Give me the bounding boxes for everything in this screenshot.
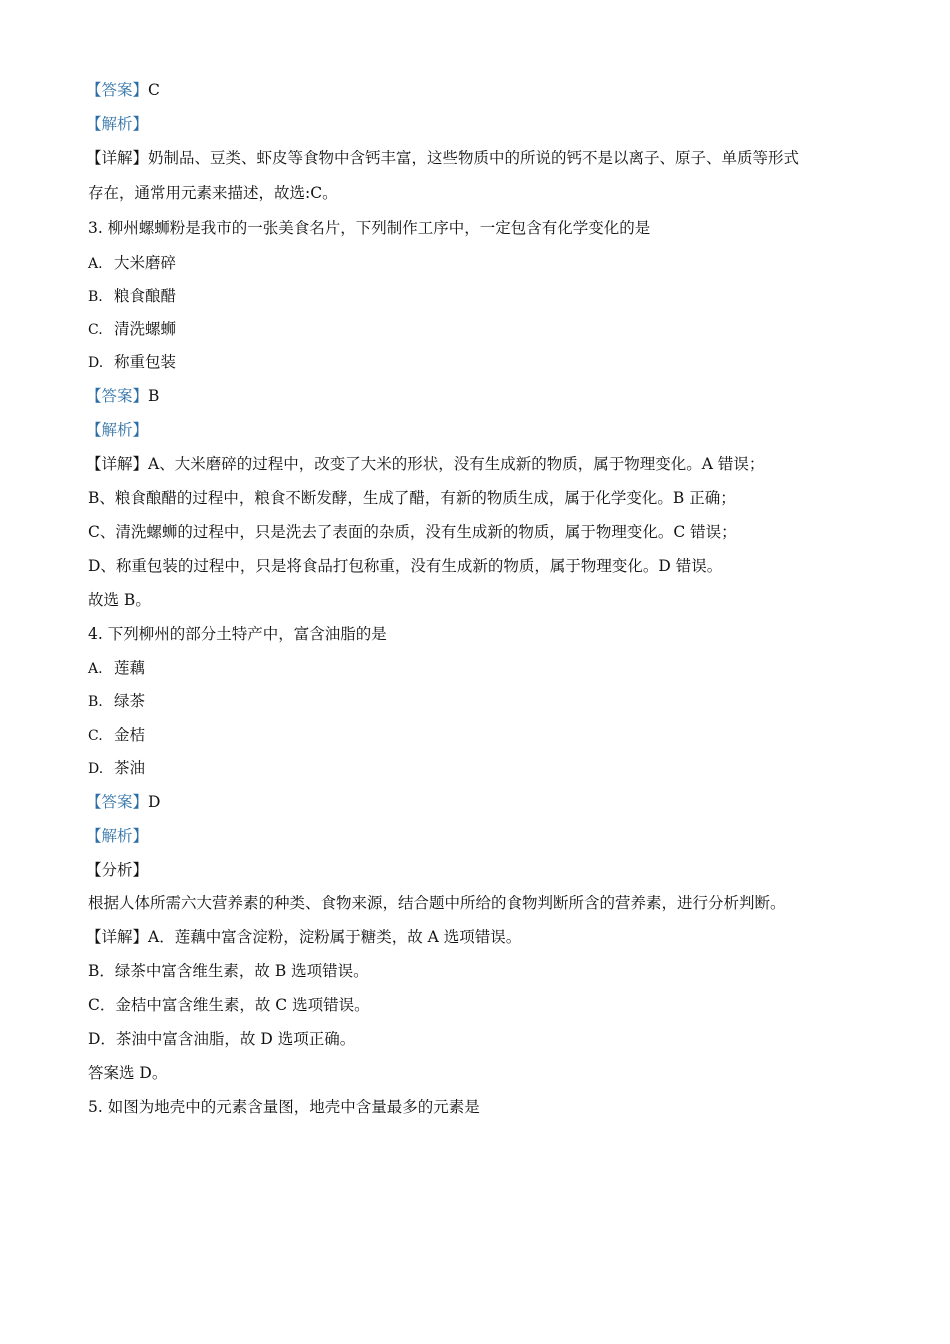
option-text: 茶油 <box>114 759 146 777</box>
q5-stem: 5. 如图为地壳中的元素含量图，地壳中含量最多的元素是 <box>88 1098 480 1116</box>
q4-option-d <box>88 758 870 779</box>
answer-value: D <box>148 793 161 811</box>
option-text: 清洗螺蛳 <box>114 320 177 338</box>
q4-detail-b: B．绿茶中富含维生素，故 B 选项错误。 <box>88 962 369 980</box>
option-letter: D. <box>88 355 104 371</box>
q3-option-c <box>88 319 870 340</box>
option-text: 莲藕 <box>114 659 146 677</box>
q4-option-c <box>88 725 870 746</box>
answer-tag: 【答案】 <box>86 81 149 99</box>
detail-tag: 【详解】 <box>86 928 149 946</box>
q4-conclusion: 答案选 D。 <box>88 1064 168 1082</box>
q4-detail-a <box>86 927 870 947</box>
q3-analysis-line <box>86 420 870 440</box>
q3-answer-line <box>86 386 870 406</box>
detail-text: A．莲藕中富含淀粉，淀粉属于糖类，故 A 选项错误。 <box>148 928 522 946</box>
option-letter: A. <box>88 256 103 272</box>
option-text: 绿茶 <box>114 692 146 710</box>
detail-text: A、大米磨碎的过程中，改变了大米的形状，没有生成新的物质，属于物理变化。A 错误； <box>148 455 765 473</box>
q4-fenxi-text: 根据人体所需六大营养素的种类、食物来源，结合题中所给的食物判断所含的营养素，进行分析判断。 <box>88 894 786 912</box>
option-letter: B. <box>88 289 103 305</box>
q3-conclusion: 故选 B。 <box>88 591 151 609</box>
q4-detail-d: D．茶油中富含油脂，故 D 选项正确。 <box>88 1030 356 1048</box>
detail-tag: 【详解】 <box>86 455 149 473</box>
q2-analysis-line <box>86 114 870 134</box>
q3-option-a <box>88 253 870 274</box>
option-text: 大米磨碎 <box>114 254 177 272</box>
detail-text: 奶制品、豆类、虾皮等食物中含钙丰富，这些物质中的所说的钙不是以离子、原子、单质等形式 <box>148 149 800 167</box>
q3-option-b <box>88 286 870 307</box>
q4-fenxi-line <box>86 860 870 880</box>
analysis-tag: 【解析】 <box>86 827 149 845</box>
q3-detail-c: C、清洗螺蛳的过程中，只是洗去了表面的杂质，没有生成新的物质，属于物理变化。C 错误； <box>88 523 737 541</box>
q3-detail-a <box>86 454 870 474</box>
q2-answer-line <box>86 80 870 100</box>
q4-detail-c: C．金桔中富含维生素，故 C 选项错误。 <box>88 996 370 1014</box>
q4-option-b <box>88 691 870 712</box>
detail-tag: 【详解】 <box>86 149 149 167</box>
q3-detail-d: D、称重包装的过程中，只是将食品打包称重，没有生成新的物质，属于物理变化。D 错误。 <box>88 557 723 575</box>
q2-detail-line-1 <box>86 148 870 168</box>
option-letter: D. <box>88 761 104 777</box>
analysis-tag: 【解析】 <box>86 115 149 133</box>
analysis-tag: 【解析】 <box>86 421 149 439</box>
option-letter: C. <box>88 728 103 744</box>
fenxi-tag: 【分析】 <box>86 861 149 879</box>
option-text: 称重包装 <box>114 353 177 371</box>
option-text: 粮食酿醋 <box>114 287 177 305</box>
q4-answer-line <box>86 792 870 812</box>
answer-value: C <box>148 81 160 99</box>
option-letter: B. <box>88 694 103 710</box>
answer-tag: 【答案】 <box>86 387 149 405</box>
q3-detail-b: B、粮食酿醋的过程中，粮食不断发酵，生成了醋，有新的物质生成，属于化学变化。B 正确； <box>88 489 736 507</box>
q4-stem: 4. 下列柳州的部分土特产中，富含油脂的是 <box>88 625 387 643</box>
q4-analysis-line <box>86 826 870 846</box>
q3-option-d <box>88 352 870 373</box>
option-letter: C. <box>88 322 103 338</box>
q2-detail-line-2: 存在，通常用元素来描述，故选:C。 <box>88 184 338 202</box>
answer-value: B <box>148 387 160 405</box>
option-text: 金桔 <box>114 726 146 744</box>
q4-option-a <box>88 658 870 679</box>
q3-stem: 3. 柳州螺蛳粉是我市的一张美食名片，下列制作工序中，一定包含有化学变化的是 <box>88 219 651 237</box>
option-letter: A. <box>88 661 103 677</box>
answer-tag: 【答案】 <box>86 793 149 811</box>
